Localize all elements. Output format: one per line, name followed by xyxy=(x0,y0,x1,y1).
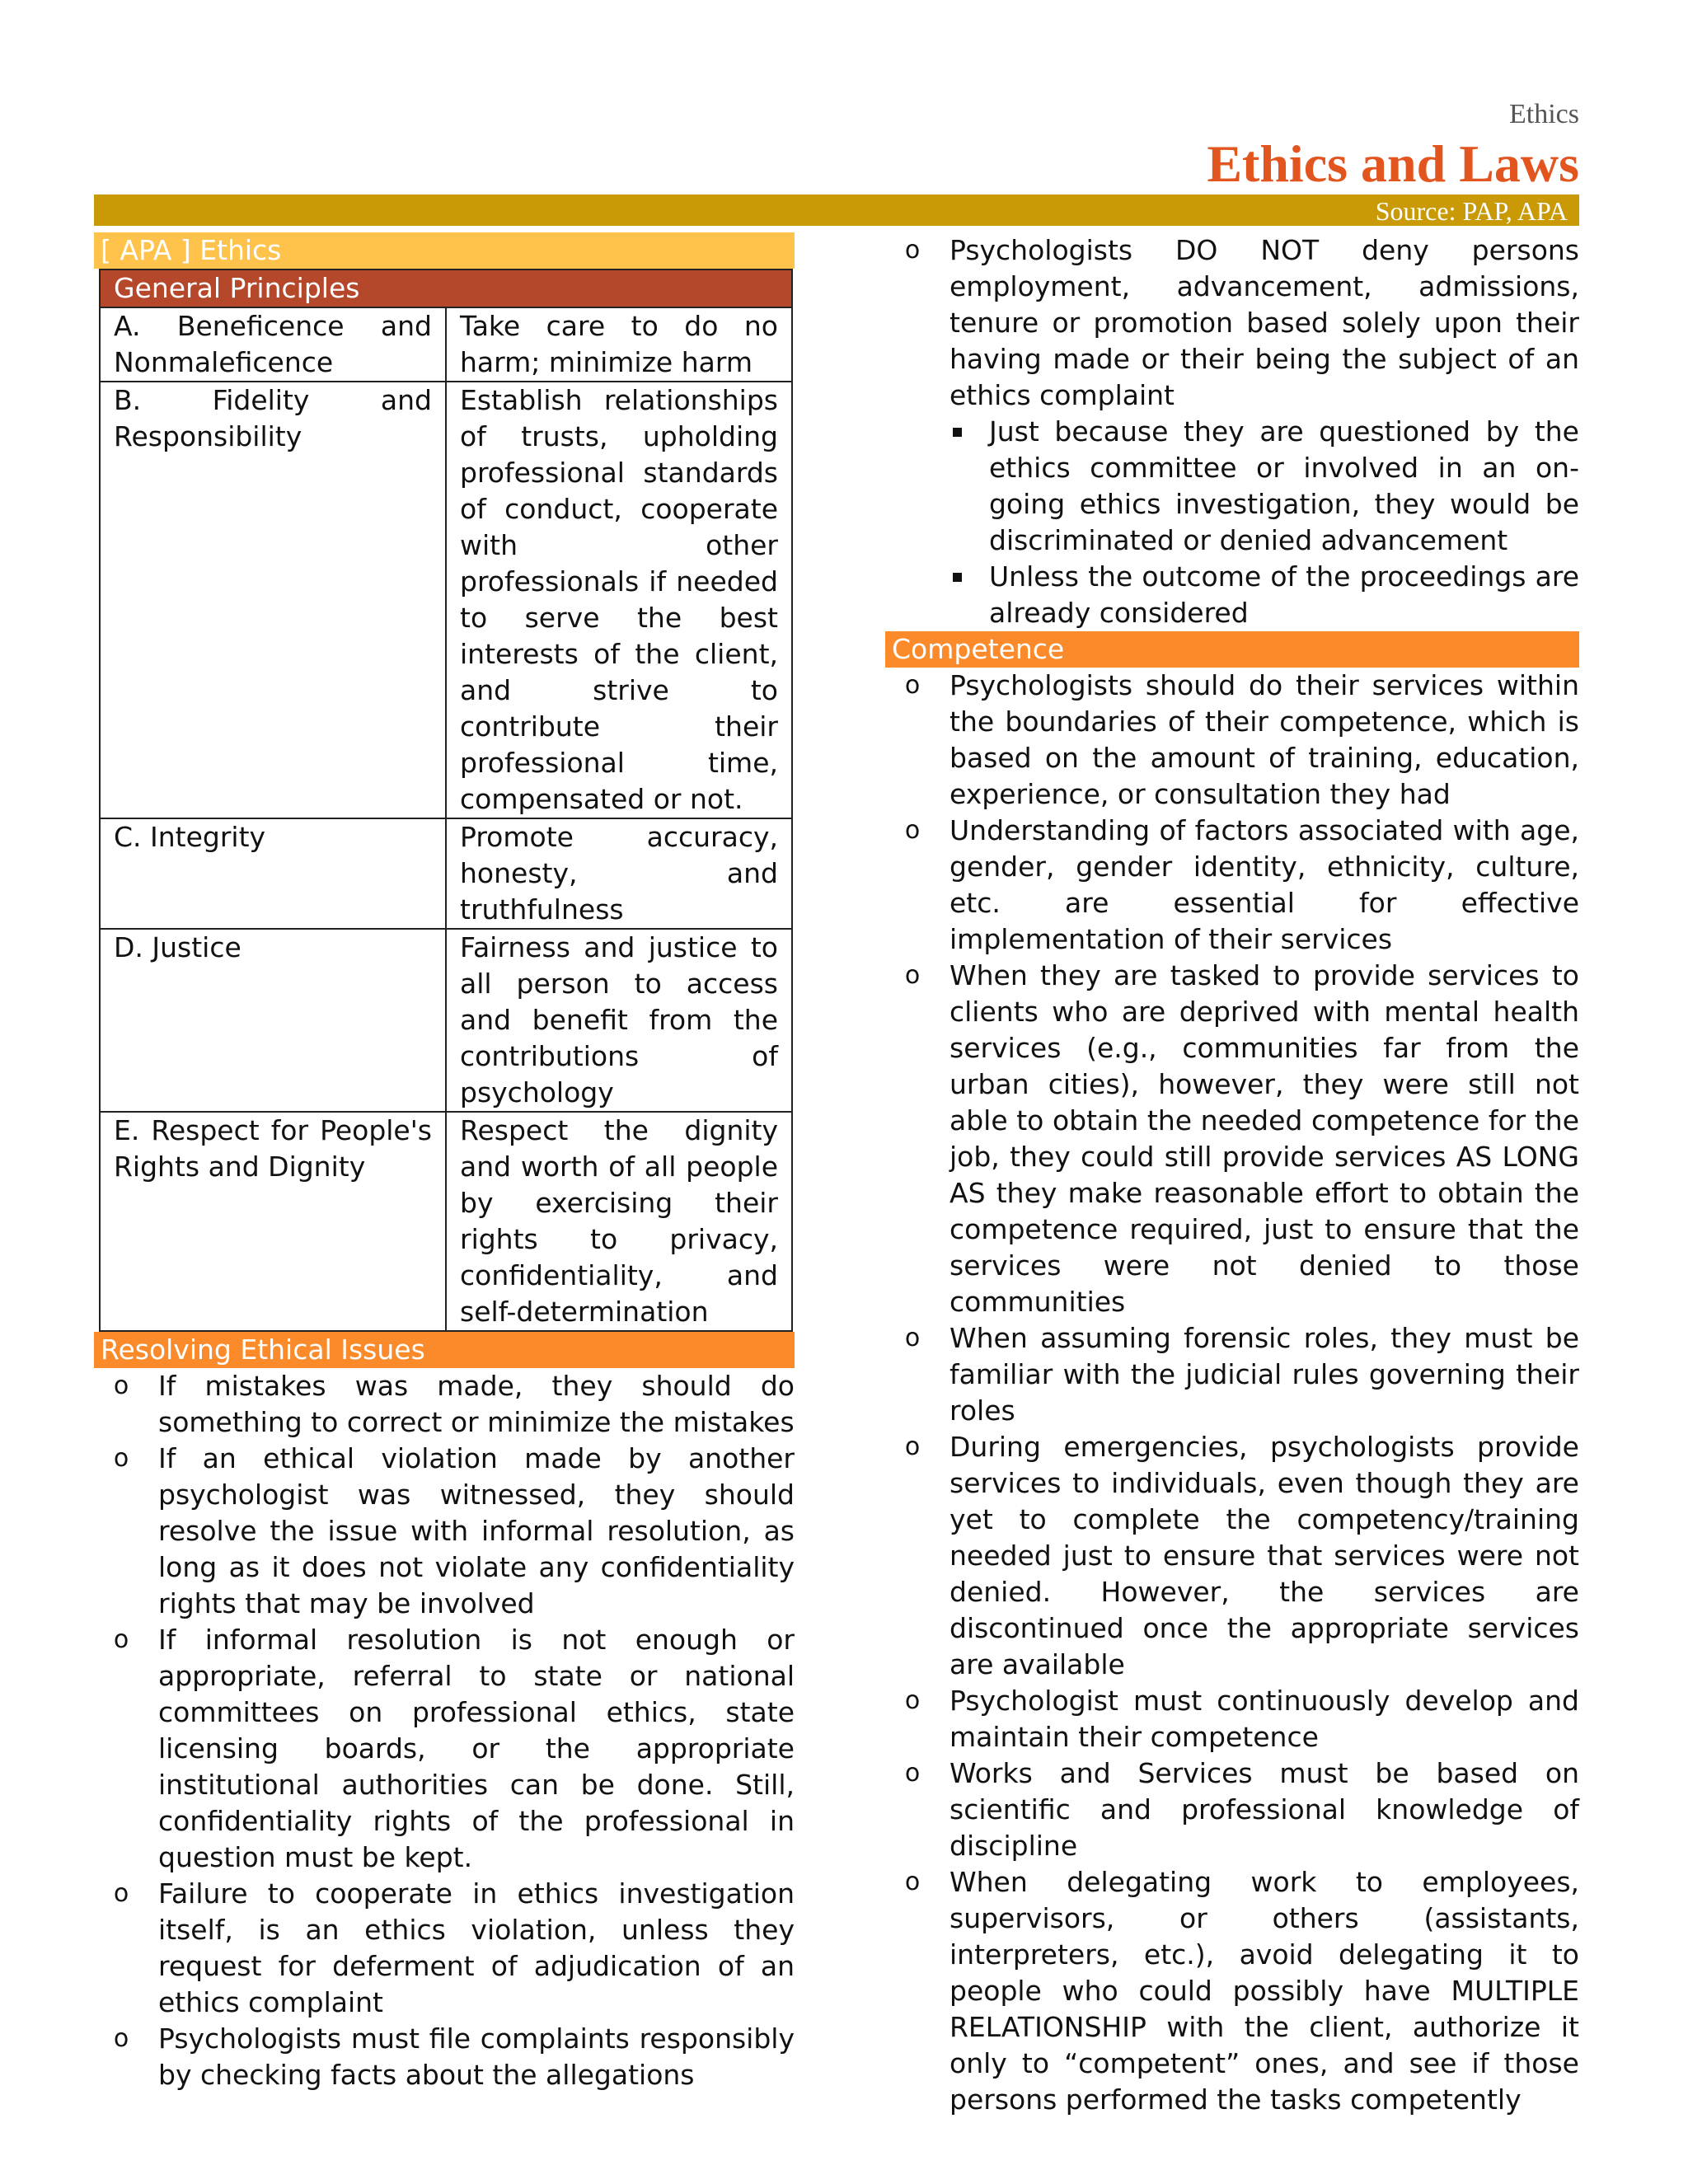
table-row xyxy=(100,307,792,382)
list-item xyxy=(885,813,1579,958)
sub-list xyxy=(950,414,1579,631)
section-apa-ethics: [ APA ] Ethics xyxy=(94,232,795,269)
table-row xyxy=(100,382,792,818)
principle-description: Promote accuracy, honesty, and truthfulness xyxy=(446,818,792,929)
list-item xyxy=(885,232,1579,631)
source-label: Source: PAP, APA xyxy=(1375,196,1568,226)
list-item-text: If mistakes was made, they should do something to correct or minimize the mistakes xyxy=(158,1370,795,1438)
table-header: General Principles xyxy=(100,269,792,307)
table-row xyxy=(100,1112,792,1331)
list-item xyxy=(94,1368,795,1441)
circle-bullet-icon: o xyxy=(904,1432,921,1461)
section-competence: Competence xyxy=(885,631,1579,668)
circle-bullet-icon: o xyxy=(113,1879,129,1908)
competence-list xyxy=(885,668,1579,2118)
section-resolving-ethical-issues: Resolving Ethical Issues xyxy=(94,1332,795,1368)
list-item-text: Psychologists must file complaints responsibly by checking facts about the allegations xyxy=(158,2022,795,2091)
list-item xyxy=(94,2021,795,2093)
sub-list-item xyxy=(950,414,1579,559)
list-item-text: When assuming forensic roles, they must be familiar with the judicial rules governing their roles xyxy=(950,1322,1579,1427)
circle-bullet-icon: o xyxy=(904,1324,921,1352)
list-item-text: Works and Services must be based on scientific and professional knowledge of discipline xyxy=(950,1757,1579,1862)
list-item xyxy=(94,1622,795,1876)
circle-bullet-icon: o xyxy=(904,816,921,845)
list-item-text: During emergencies, psychologists provide services to individuals, even though they are yet to complete the competency/training needed just to ensure that services were not denied. However, the services are discontinued once the appropriate services are available xyxy=(950,1431,1579,1680)
left-column xyxy=(94,232,795,2093)
principle-description: Respect the dignity and worth of all people by exercising their rights to privacy, confidentiality, and self-determination xyxy=(446,1112,792,1331)
list-item-text: Psychologist must continuously develop and maintain their competence xyxy=(950,1685,1579,1753)
circle-bullet-icon: o xyxy=(113,2024,129,2053)
circle-bullet-icon: o xyxy=(904,1686,921,1715)
list-item xyxy=(885,958,1579,1320)
list-item-text: Failure to cooperate in ethics investigation itself, is an ethics violation, unless they request for deferment of adjudication of an ethics complaint xyxy=(158,1877,795,2018)
principle-name: B. Fidelity and Responsibility xyxy=(100,382,446,818)
sub-list-item-text: Unless the outcome of the proceedings are already considered xyxy=(989,560,1579,629)
general-principles-table xyxy=(99,269,793,1332)
list-item xyxy=(885,1683,1579,1755)
complaint-list xyxy=(885,232,1579,631)
list-item-text: If an ethical violation made by another psychologist was witnessed, they should resolve the issue with informal resolution, as long as it does not violate any confidentiality rights that may be involved xyxy=(158,1442,795,1619)
list-item xyxy=(885,1755,1579,1864)
principle-description: Take care to do no harm; minimize harm xyxy=(446,307,792,382)
table-row xyxy=(100,818,792,929)
circle-bullet-icon: o xyxy=(113,1444,129,1473)
list-item xyxy=(94,1441,795,1622)
circle-bullet-icon: o xyxy=(904,1868,921,1896)
list-item-text: Psychologists DO NOT deny persons employment, advancement, admissions, tenure or promotion based solely upon their having made or their being the subject of an ethics complaint xyxy=(950,234,1579,411)
table-row xyxy=(100,929,792,1112)
header-subtitle: Ethics xyxy=(1509,99,1579,129)
circle-bullet-icon: o xyxy=(904,671,921,700)
right-column xyxy=(885,232,1579,2118)
principle-description: Establish relationships of trusts, upholding professional standards of conduct, cooperate with other professionals if needed to serve the best interests of the client, and strive to contribute their professional time, compensated or not. xyxy=(446,382,792,818)
list-item xyxy=(885,668,1579,813)
square-bullet-icon xyxy=(953,573,962,582)
principle-description: Fairness and justice to all person to access and benefit from the contributions of psychology xyxy=(446,929,792,1112)
page-title: Ethics and Laws xyxy=(1207,134,1579,193)
list-item-text: When delegating work to employees, supervisors, or others (assistants, interpreters, etc.), avoid delegating it to people who could possibly have MULTIPLE RELATIONSHIP with the client, authorize it only to “competent” ones, and see if those persons performed the tasks competently xyxy=(950,1866,1579,2116)
principle-name: A. Beneficence and Nonmaleficence xyxy=(100,307,446,382)
list-item-text: When they are tasked to provide services to clients who are deprived with mental health services (e.g., communities far from the urban cities), however, they were still not able to obtain the needed competence for the job, they could still provide services AS LONG AS they make reasonable effort to obtain the competence required, just to ensure that the services were not denied to those communities xyxy=(950,959,1579,1318)
list-item xyxy=(94,1876,795,2021)
principle-name: D. Justice xyxy=(100,929,446,1112)
circle-bullet-icon: o xyxy=(113,1625,129,1654)
circle-bullet-icon: o xyxy=(904,1759,921,1788)
list-item-text: Understanding of factors associated with age, gender, gender identity, ethnicity, culture, etc. are essential for effective implementation of their services xyxy=(950,814,1579,955)
circle-bullet-icon: o xyxy=(113,1371,129,1400)
circle-bullet-icon: o xyxy=(904,236,921,265)
circle-bullet-icon: o xyxy=(904,961,921,990)
resolving-list xyxy=(94,1368,795,2093)
square-bullet-icon xyxy=(953,428,962,437)
list-item xyxy=(885,1320,1579,1429)
list-item-text: Psychologists should do their services within the boundaries of their competence, which is based on the amount of training, education, experience, or consultation they had xyxy=(950,669,1579,810)
list-item-text: If informal resolution is not enough or appropriate, referral to state or national committees on professional ethics, state licensing boards, or the appropriate institutional authorities can be done. Still, confidentiality rights of the professional in question must be kept. xyxy=(158,1624,795,1873)
principle-name: E. Respect for People's Rights and Dignity xyxy=(100,1112,446,1331)
list-item xyxy=(885,1429,1579,1683)
principle-name: C. Integrity xyxy=(100,818,446,929)
sub-list-item-text: Just because they are questioned by the ethics committee or involved in an on-going ethics investigation, they would be discriminated or denied advancement xyxy=(989,415,1579,556)
source-bar xyxy=(94,194,1579,226)
sub-list-item xyxy=(950,559,1579,631)
list-item xyxy=(885,1864,1579,2118)
